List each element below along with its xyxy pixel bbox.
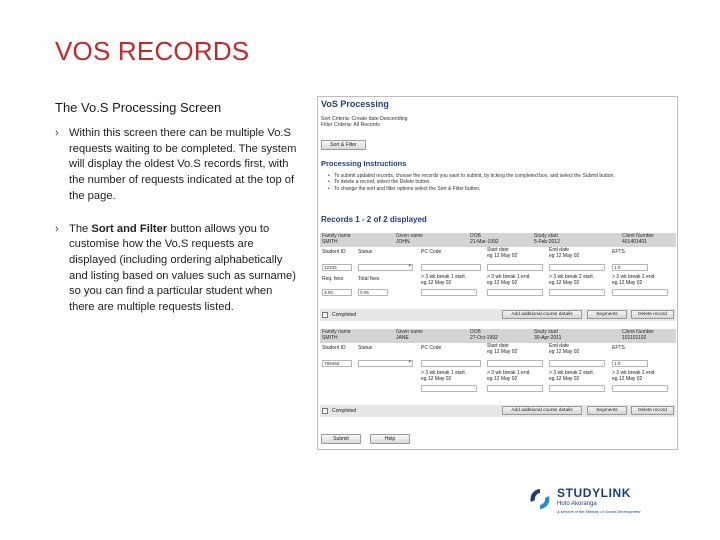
student-id-input[interactable]: 789456: [322, 360, 352, 367]
completed-label: Completed: [332, 312, 357, 318]
break2-end-label: > 3 wk break 2 end: [612, 274, 655, 280]
break2-end-hint: eg 12 May 02: [612, 376, 643, 382]
record-header-row: [320, 233, 676, 247]
bullet-list: [55, 126, 300, 333]
break1-end-input[interactable]: [487, 289, 543, 296]
vos-processing-screen: [317, 96, 678, 450]
delete-record-button[interactable]: Delete record: [631, 406, 674, 415]
submit-button[interactable]: Submit: [321, 434, 361, 444]
bullet-arrow-icon: ›: [55, 222, 59, 235]
break1-start-hint: eg 12 May 02: [421, 376, 452, 382]
record-breaks-row: [320, 371, 676, 395]
start-date-label: Start date: [487, 343, 509, 349]
dob-label: DOB: [470, 329, 481, 335]
sort-filter-button[interactable]: Sort & Filter: [321, 140, 366, 150]
completed-label: Completed: [332, 408, 357, 414]
break1-start-label: > 3 wk break 1 start: [421, 370, 465, 376]
study-start-label: Study start: [534, 329, 558, 335]
student-id-input[interactable]: 12345: [322, 264, 352, 271]
given-name-value: JOHN: [396, 239, 410, 245]
student-id-label: Student ID: [322, 345, 346, 351]
record-input-row: [320, 263, 676, 273]
segments-button[interactable]: Segments: [587, 310, 627, 319]
record-id-row: [320, 344, 676, 358]
bullet-text-post: button allows you to customise how the Vo.S requests are displayed (including ordering alphabetically and listing based on values such as surname) so you can find a particular student when there are multiple requests listed.: [69, 222, 296, 314]
segments-button[interactable]: Segments: [587, 406, 627, 415]
end-date-hint: eg 12 May 02: [549, 253, 580, 259]
add-course-details-button[interactable]: Add additional course details: [502, 310, 582, 319]
start-date-hint: eg 12 May 02: [487, 253, 518, 259]
break1-start-input[interactable]: [421, 385, 477, 392]
given-name-value: JANE: [396, 335, 409, 341]
status-label: Status: [358, 345, 373, 351]
end-date-label: End date: [549, 343, 570, 349]
bullet-text-bold: Sort and Filter: [91, 222, 168, 235]
studylink-logo-icon: [527, 486, 553, 512]
status-select[interactable]: [358, 264, 413, 271]
pc-code-label: PC Code: [421, 249, 442, 255]
given-name-label: Given name: [396, 329, 423, 335]
instruction-item: • To delete a record, select the Delete button.: [328, 179, 668, 185]
break1-end-hint: eg 12 May 02: [487, 280, 518, 286]
completed-checkbox[interactable]: [322, 408, 328, 414]
dob-value: 27-Oct-1992: [470, 335, 498, 341]
study-start-label: Study start: [534, 233, 558, 239]
break2-start-label: > 3 wk break 2 start: [549, 370, 593, 376]
sort-criteria-text: Sort Criteria: Create date Descending: [321, 116, 408, 122]
delete-record-button[interactable]: Delete record: [631, 310, 674, 319]
record-header-row: [320, 329, 676, 343]
end-date-hint: eg 12 May 02: [549, 349, 580, 355]
bullet-arrow-icon: ›: [55, 127, 59, 139]
break2-start-hint: eg 12 May 02: [549, 280, 580, 286]
instructions-list: [328, 173, 668, 192]
instruction-item: • To submit updated records, choose the records you want to submit, by ticking the completed box, and select the Submit button.: [328, 173, 668, 179]
status-select[interactable]: [358, 360, 413, 367]
help-button[interactable]: Help: [370, 434, 410, 444]
given-name-label: Given name: [396, 233, 423, 239]
break1-end-label: > 3 wk break 1 end: [487, 274, 530, 280]
record-actions-row: [320, 405, 676, 417]
logo-tagline: A service of the Ministry of Social Development: [557, 509, 641, 514]
bullet-item: [55, 222, 300, 316]
end-date-input[interactable]: [549, 264, 605, 271]
total-fees-input[interactable]: 0.05: [358, 289, 388, 296]
instructions-heading: Processing Instructions: [321, 159, 407, 168]
pc-code-label: PC Code: [421, 345, 442, 351]
start-date-label: Start date: [487, 247, 509, 253]
screen-heading: VoS Processing: [321, 99, 389, 109]
filter-criteria-text: Filter Criteria: All Records: [321, 122, 380, 128]
slide-title: VOS RECORDS: [55, 36, 250, 66]
family-name-value: SMITH: [322, 335, 338, 341]
sort-criteria: [321, 116, 408, 128]
completed-checkbox[interactable]: [322, 312, 328, 318]
efts-input[interactable]: 1.0: [612, 360, 648, 367]
pc-code-input[interactable]: [421, 360, 481, 367]
logo-maori-name: Hoto Akoranga: [557, 501, 597, 507]
client-number-label: Client Number: [622, 329, 654, 335]
break2-end-input[interactable]: [612, 385, 668, 392]
student-id-label: Student ID: [322, 249, 346, 255]
records-heading: Records 1 - 2 of 2 displayed: [321, 215, 427, 224]
break1-start-label: > 3 wk break 1 start: [421, 274, 465, 280]
bullet-text-pre: The: [69, 222, 92, 235]
dob-value: 21-Mar-1992: [470, 239, 499, 245]
record-fees-row: [320, 275, 676, 299]
break2-start-hint: eg 12 May 02: [549, 376, 580, 382]
family-name-label: Family name: [322, 329, 351, 335]
studylink-logo: [527, 486, 677, 516]
study-start-value: 30-Apr-2011: [534, 335, 562, 341]
record-id-row: [320, 248, 676, 262]
break1-end-hint: eg 12 May 02: [487, 376, 518, 382]
family-name-label: Family name: [322, 233, 351, 239]
slide-subtitle: The Vo.S Processing Screen: [55, 100, 222, 115]
efts-label: EFTS: [612, 345, 625, 351]
dob-label: DOB: [470, 233, 481, 239]
bullet-text: Within this screen there can be multiple Vo.S requests waiting to be completed. The system will display the oldest Vo.S records first, with the number of requests indicated at the top of the page.: [69, 127, 297, 202]
total-fees-label: Total fees: [358, 276, 380, 282]
break2-start-input[interactable]: [549, 385, 605, 392]
study-start-value: 5-Feb-2012: [534, 239, 560, 245]
efts-label: EFTS: [612, 249, 625, 255]
record-actions-row: [320, 309, 676, 321]
efts-input[interactable]: 1.0: [612, 264, 648, 271]
break2-start-input[interactable]: [549, 289, 605, 296]
add-course-details-button[interactable]: Add additional course details: [502, 406, 582, 415]
end-date-label: End date: [549, 247, 570, 253]
break2-end-input[interactable]: [612, 289, 668, 296]
break1-start-hint: eg 12 May 02: [421, 280, 452, 286]
instruction-item: • To change the sort and filter options select the Sort & Filter button.: [328, 186, 668, 192]
req-fees-input[interactable]: 3.00: [322, 289, 352, 296]
bullet-item: [55, 126, 300, 205]
status-label: Status: [358, 249, 373, 255]
break1-end-input[interactable]: [487, 385, 543, 392]
family-name-value: SMITH: [322, 239, 338, 245]
break2-end-hint: eg 12 May 02: [612, 280, 643, 286]
break2-start-label: > 3 wk break 2 start: [549, 274, 593, 280]
client-number-value: 101101102: [622, 335, 647, 341]
start-date-hint: eg 12 May 02: [487, 349, 518, 355]
pc-code-input[interactable]: [421, 264, 481, 271]
break2-end-label: > 3 wk break 2 end: [612, 370, 655, 376]
record-input-row: [320, 359, 676, 369]
req-fees-label: Req. fees: [322, 276, 344, 282]
break1-end-label: > 3 wk break 1 end: [487, 370, 530, 376]
end-date-input[interactable]: [549, 360, 605, 367]
start-date-input[interactable]: [487, 360, 543, 367]
start-date-input[interactable]: [487, 264, 543, 271]
client-number-label: Client Number: [622, 233, 654, 239]
client-number-value: 401401401: [622, 239, 648, 245]
logo-wordmark: STUDYLINK: [557, 486, 632, 500]
break1-start-input[interactable]: [421, 289, 477, 296]
